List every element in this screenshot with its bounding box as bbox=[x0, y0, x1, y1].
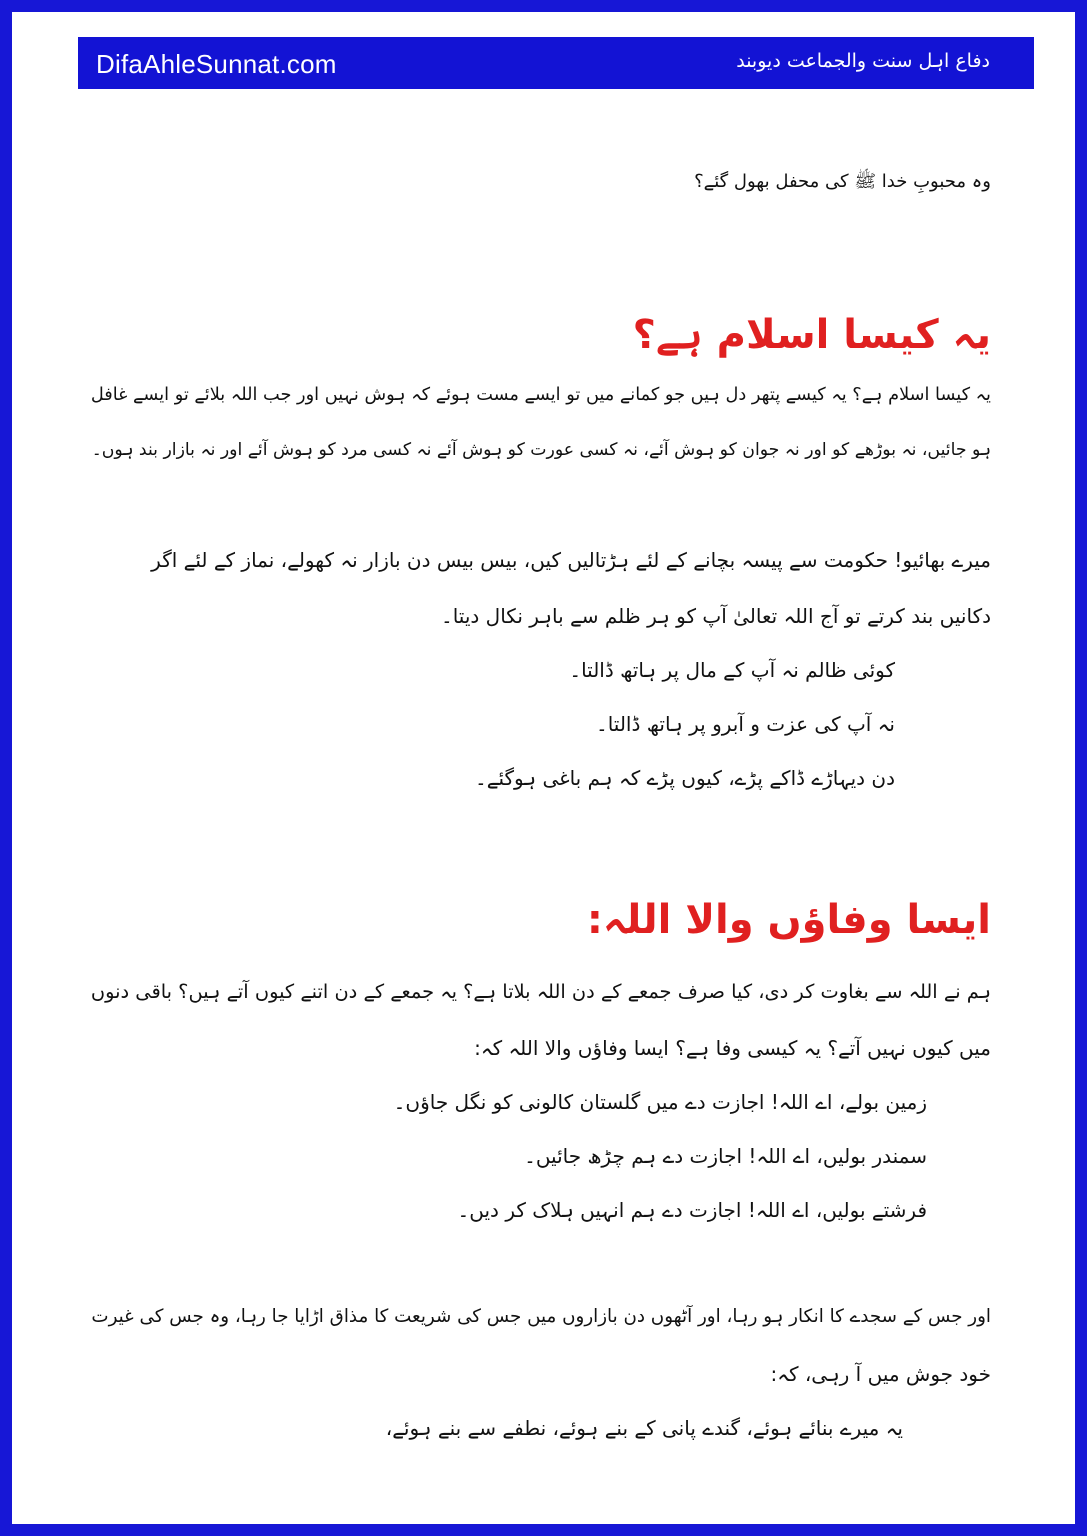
section1-point-1: کوئی ظالم نہ آپ کے مال پر ہاتھ ڈالتا۔ bbox=[569, 658, 895, 682]
section1-para1-line1: یہ کیسا اسلام ہے؟ یہ کیسے پتھر دل ہیں جو کمانے میں تو ایسے مست ہوئے کہ ہوش نہیں اور جب اللہ بلائے تو ایسے غافل bbox=[90, 385, 991, 405]
section2-para1-line1: ہم نے اللہ سے بغاوت کر دی، کیا صرف جمعے کے دن اللہ بلاتا ہے؟ یہ جمعے کے دن اتنے کیوں آتے ہیں؟ باقی دنوں bbox=[90, 980, 991, 1003]
section2-para2-line1: اور جس کے سجدے کا انکار ہو رہا، اور آٹھوں دن بازاروں میں جس کی شریعت کا مذاق اڑایا جا رہا، وہ جس کی غیرت bbox=[91, 1306, 991, 1327]
site-name-urdu: دفاع اہل سنت والجماعت دیوبند bbox=[736, 50, 990, 72]
section2-last-line: یہ میرے بنائے ہوئے، گندے پانی کے بنے ہوئے، نطفے سے بنے ہوئے، bbox=[385, 1416, 903, 1440]
section2-para2-line2: خود جوش میں آ رہی، کہ: bbox=[770, 1362, 991, 1386]
section1-heading: یہ کیسا اسلام ہے؟ bbox=[632, 312, 991, 358]
section1-para2-line1: میرے بھائیو! حکومت سے پیسہ بچانے کے لئے ہڑتالیں کیں، بیس بیس دن بازار نہ کھولے، نماز کے لئے اگر bbox=[151, 548, 991, 572]
section1-point-3: دن دیہاڑے ڈاکے پڑے، کیوں پڑے کہ ہم باغی ہوگئے۔ bbox=[475, 766, 895, 790]
section1-point-2: نہ آپ کی عزت و آبرو پر ہاتھ ڈالتا۔ bbox=[595, 712, 895, 736]
section2-para1-line2: میں کیوں نہیں آتے؟ یہ کیسی وفا ہے؟ ایسا وفاؤں والا اللہ کہ: bbox=[474, 1036, 991, 1060]
intro-line: وہ محبوبِ خدا ﷺ کی محفل بھول گئے؟ bbox=[694, 171, 991, 192]
section1-para2-line2: دکانیں بند کرتے تو آج اللہ تعالیٰ آپ کو ہر ظلم سے باہر نکال دیتا۔ bbox=[440, 604, 991, 628]
site-url-text[interactable]: DifaAhleSunnat.com bbox=[96, 49, 337, 79]
section1-para1-line2: ہو جائیں، نہ بوڑھے کو اور نہ جوان کو ہوش آئے، نہ کسی عورت کو ہوش آئے نہ کسی مرد کو ہوش آئے اور نہ بازار بند ہوں۔ bbox=[91, 440, 991, 460]
section2-point-3: فرشتے بولیں، اے اللہ! اجازت دے ہم انہیں ہلاک کر دیں۔ bbox=[457, 1198, 927, 1222]
section2-point-1: زمین بولے، اے اللہ! اجازت دے میں گلستان کالونی کو نگل جاؤں۔ bbox=[393, 1090, 927, 1114]
site-header bbox=[78, 37, 1034, 89]
section2-heading: ایسا وفاؤں والا اللہ: bbox=[586, 897, 991, 943]
section2-point-2: سمندر بولیں، اے اللہ! اجازت دے ہم چڑھ جائیں۔ bbox=[524, 1144, 927, 1168]
